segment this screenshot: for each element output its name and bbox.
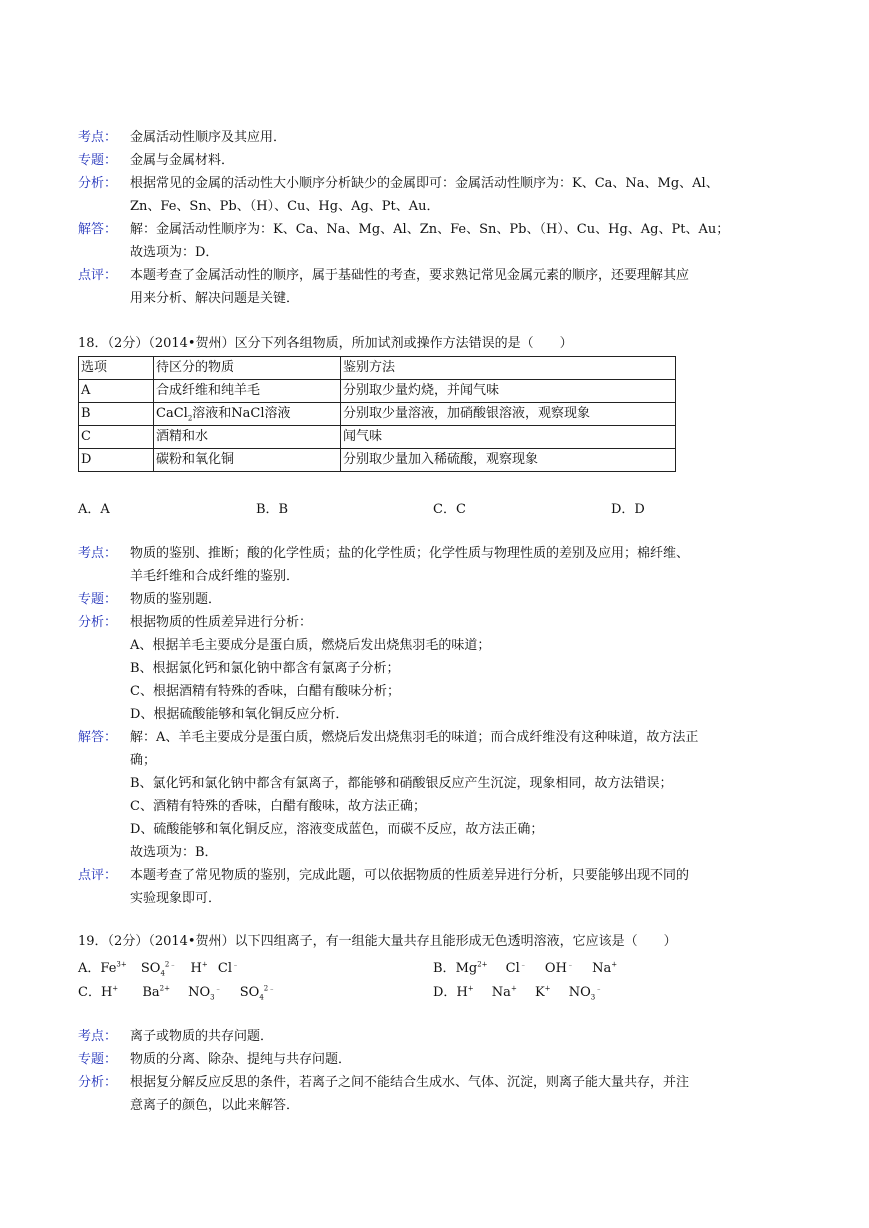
ion-subscript: 4 [259,993,264,1002]
table-cell: 分别取少量灼烧，并闻气味 [341,380,676,403]
fenxi-line: Zn、Fe、Sn、Pb、（H）、Cu、Hg、Ag、Pt、Au． [130,199,440,214]
kaodian-label: 考点： [78,130,118,145]
ion: Cl [505,961,520,976]
ion: H [100,985,113,1000]
question-18-title: 18．（2分）（2014•贺州）区分下列各组物质，所加试剂或操作方法错误的是（ ） [78,336,573,351]
table-cell: 分别取少量加入稀硫酸，观察现象 [341,449,676,472]
ion-charge: 3+ [116,960,127,969]
choice-prefix: C． [78,985,101,1000]
fenxi-label: 分析： [78,615,118,630]
choice-d: D．D [611,502,645,517]
table-cell: D [79,449,154,472]
fenxi-label: 分析： [78,1075,118,1090]
q19-analysis [78,1025,798,1117]
ion-charge: ﹣ [232,960,239,969]
table-cell: B [79,403,154,426]
table-cell: 分别取少量溶液，加硝酸银溶液，观察现象 [341,403,676,426]
table-header: 鉴别方法 [341,357,676,380]
fenxi-line: A、根据羊毛主要成分是蛋白质，燃烧后发出烧焦羽毛的味道； [130,638,491,653]
choice-c: C．C [433,502,466,517]
jieda-line: 解：A、羊毛主要成分是蛋白质，燃烧后发出烧焦羽毛的味道；而合成纤维没有这种味道，故方法正 [130,730,699,745]
formula-text: CaCl [156,406,188,421]
ion-subscript: 4 [160,969,165,978]
table-cell: 合成纤维和纯羊毛 [154,380,341,403]
choice-a: A．A [78,502,110,517]
table-row [79,380,676,403]
formula-text: 溶液和NaCl溶液 [192,406,291,421]
jieda-line: B、氯化钙和氯化钠中都含有氯离子，都能够和硝酸银反应产生沉淀，现象相同，故方法错误； [130,776,673,791]
choice-prefix: A． [78,961,101,976]
ion: K [534,985,545,1000]
table-row [79,426,676,449]
table-cell [154,403,341,426]
question-19-title: 19．（2分）（2014•贺州）以下四组离子，有一组能大量共存且能形成无色透明溶液，它应该是（ ） [78,934,677,949]
ion-charge: 2+ [159,984,170,993]
jieda-label: 解答： [78,730,118,745]
kaodian-line: 羊毛纤维和合成纤维的鉴别． [130,569,300,584]
comparison-table [78,356,676,472]
dianping-line: 本题考查了常见物质的鉴别，完成此题，可以依据物质的性质差异进行分析，只要能够出现不同的 [130,868,690,883]
choice-a [78,957,239,976]
ion: H [190,961,202,976]
choice-b: B．B [256,502,289,517]
ion-charge: ﹣ [214,984,222,993]
zhuanti-text: 金属与金属材料． [130,153,235,168]
zhuanti-text: 物质的分离、除杂、提纯与共存问题． [130,1052,352,1067]
table-cell: 闻气味 [341,426,676,449]
jieda-line: C、酒精有特殊的香味，白醋有酸味，故方法正确； [130,799,426,814]
ion-charge: + [611,960,618,969]
choice-prefix: B． [433,961,456,976]
table-cell: 碳粉和氧化铜 [154,449,341,472]
choice-prefix: D． [433,985,457,1000]
ion-charge: 2﹣ [263,984,276,993]
fenxi-line: D、根据硫酸能够和氧化铜反应分析． [130,707,349,722]
ion-subscript: 3 [590,993,596,1002]
table-row [79,449,676,472]
ion: NO [568,985,591,1000]
ion-charge: + [112,984,119,993]
ion-charge: 2+ [477,960,488,969]
choice-d [433,981,602,1000]
table-row [79,403,676,426]
jieda-line: 确； [130,753,157,768]
fenxi-label: 分析： [78,176,118,191]
ion: NO [188,985,211,1000]
zhuanti-label: 专题： [78,1052,118,1067]
jieda-line: D、硫酸能够和氧化铜反应，溶液变成蓝色，而碳不反应，故方法正确； [130,822,544,837]
ion-charge: + [467,984,474,993]
dianping-line: 实验现象即可． [130,891,222,906]
ion: Mg [455,961,478,976]
fenxi-line: 根据复分解反应反思的条件，若离子之间不能结合生成水、气体、沉淀，则离子能大量共存，并注 [130,1075,690,1090]
ion-charge: + [544,984,551,993]
ion: H [456,985,468,1000]
choice-b [433,957,617,976]
fenxi-line: 意离子的颜色，以此来解答． [130,1098,300,1113]
zhuanti-text: 物质的鉴别题． [130,592,222,607]
q18-analysis [78,542,798,910]
ion-charge: + [201,960,208,969]
ion: SO [239,985,260,1000]
ion: SO [140,961,161,976]
fenxi-line: 根据物质的性质差异进行分析： [130,615,313,630]
dianping-line: 用来分析、解决问题是关键． [130,291,300,306]
jieda-line: 故选项为：D． [130,245,219,260]
ion-charge: ﹣ [595,984,603,993]
ion: OH [544,961,567,976]
dianping-label: 点评： [78,868,118,883]
jieda-line: 解：金属活动性顺序为：K、Ca、Na、Mg、Al、Zn、Fe、Sn、Pb、（H）、Cu、Hg、Ag、Pt、Au； [130,222,730,237]
ion-charge: + [510,984,517,993]
kaodian-text: 离子或物质的共存问题． [130,1029,274,1044]
table-header: 选项 [79,357,154,380]
jieda-line: 故选项为：B． [130,845,218,860]
ion: Fe [100,961,117,976]
dianping-line: 本题考查了金属活动性的顺序，属于基础性的考查，要求熟记常见金属元素的顺序，还要理解其应 [130,268,690,283]
ion: Na [592,961,612,976]
table-header-row [79,357,676,380]
ion-charge: ﹣ [566,960,574,969]
fenxi-line: C、根据酒精有特殊的香味，白醋有酸味分析； [130,684,400,699]
q17-analysis [78,126,798,310]
ion-charge: ﹣ [519,960,527,969]
table-cell: A [79,380,154,403]
table-header: 待区分的物质 [154,357,341,380]
ion: Ba [142,985,160,1000]
kaodian-line: 物质的鉴别、推断；酸的化学性质；盐的化学性质；化学性质与物理性质的差别及应用；棉纤维、 [130,546,690,561]
ion-charge: 2﹣ [164,960,177,969]
kaodian-text: 金属活动性顺序及其应用． [130,130,287,145]
kaodian-label: 考点： [78,1029,118,1044]
jieda-label: 解答： [78,222,118,237]
zhuanti-label: 专题： [78,592,118,607]
ion-subscript: 3 [210,993,215,1002]
ion: Na [491,985,511,1000]
choice-c [78,981,275,1000]
fenxi-line: 根据常见的金属的活动性大小顺序分析缺少的金属即可：金属活动性顺序为：K、Ca、Na、Mg、Al、 [130,176,719,191]
dianping-label: 点评： [78,268,118,283]
subscript: 2 [187,414,193,423]
kaodian-label: 考点： [78,546,118,561]
table-cell: 酒精和水 [154,426,341,449]
table-cell: C [79,426,154,449]
zhuanti-label: 专题： [78,153,118,168]
ion: Cl [217,961,232,976]
fenxi-line: B、根据氯化钙和氯化钠中都含有氯离子分析； [130,661,400,676]
